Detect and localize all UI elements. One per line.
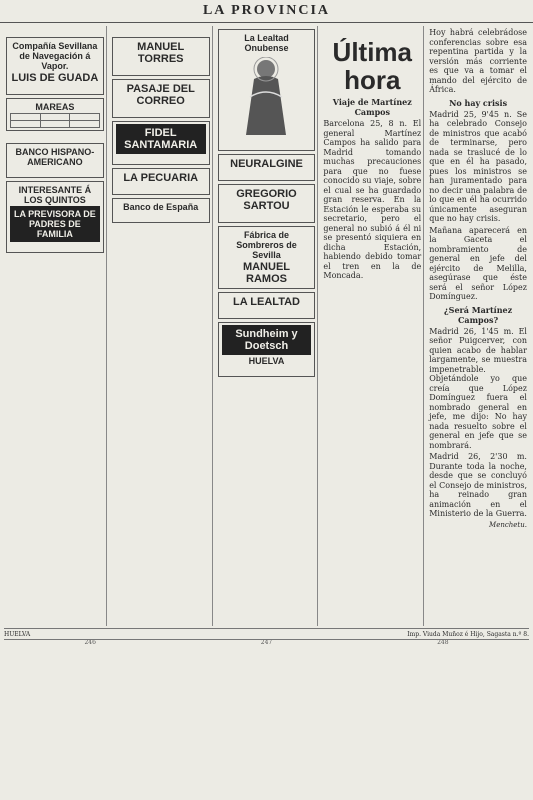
- barcelona-dispatch: Barcelona 25, 8 n. El general Martínez Campos ha salido para Madrid tomando muchas precauciones para que no fuese conocido su viaje, sobre el cual se ha guardado gran reserva. En la Estación le esperaba su secretario, pero el general no subió á él ni se presentó siquiera en dicha Estación, habiendo debido tomar el tren en la de Moncada.: [323, 119, 422, 280]
- insurance-text: [10, 243, 100, 249]
- ramos-title: MANUEL RAMOS: [242, 261, 291, 285]
- sundheim-ad: [218, 322, 316, 377]
- feuilleton-column-3: [357, 640, 529, 796]
- footer-city: HUELVA: [4, 630, 31, 638]
- pecuaria-ad: [112, 168, 210, 195]
- sombreros-ad: [218, 226, 316, 289]
- torres-ad: [112, 37, 210, 76]
- insurance-ad: [6, 181, 104, 253]
- lealtad-ad: [218, 292, 316, 319]
- madrid-dispatch-2: Mañana aparecerá en la Gaceta el nombramiento de general en jefe del ejército de Melilla, asegúrase que éste será el señor López Domínguez.: [429, 225, 527, 301]
- bank-ad: [6, 143, 104, 178]
- correo-title: PASAJE DEL CORREO: [126, 83, 195, 107]
- banco-espana-title: Banco de España: [123, 202, 199, 212]
- masthead: [0, 0, 533, 23]
- pecuaria-title: LA PECUARIA: [123, 172, 199, 184]
- printer-line: Imp. Viuda Muñoz é Hijo, Sagasta n.º 8.: [407, 630, 529, 638]
- tides-box: [6, 98, 104, 131]
- banco-espana-ad: [112, 198, 210, 223]
- footer-bar: [4, 628, 529, 640]
- banco-espana-text: [116, 213, 206, 219]
- neuralgine-title: NEURALGINE: [230, 158, 303, 170]
- sundheim-text: [222, 367, 312, 373]
- page-number-2: 247: [260, 640, 273, 646]
- neuralgine-text: [222, 171, 312, 177]
- sundheim-city: HUELVA: [248, 356, 285, 366]
- column-5-intro: Hoy habrá celebrádose conferencias sobre esa repentina partida y la versión más corriente es que va a tomar el mando del ejército de África.: [429, 28, 527, 94]
- virgin-illustration: [222, 55, 312, 139]
- feuilleton-column-1: [4, 640, 176, 796]
- insurance-name-banner: [10, 206, 100, 242]
- tides-heading: MAREAS: [35, 102, 75, 112]
- santamaria-banner: [116, 124, 206, 154]
- madrid-dispatch-3: Madrid 26, 1'45 m. El señor Puigcerver, con quien acabo de hablar largamente, se muestra impenetrable. Objetándole yo que creía que López Domínguez fuera el nombrado general en jefe, me dijo: No hay nada resuelto sobre el general en jefe que se nombrará.: [429, 326, 527, 450]
- lealtad-onubense-text: [222, 141, 312, 147]
- santamaria-ad: [112, 121, 210, 165]
- feuilleton-text-3: [357, 647, 529, 653]
- shipping-ad: [6, 37, 104, 95]
- madrid-dispatch-4: Madrid 26, 2'30 m. Durante toda la noche, desde que se concluyó el Consejo de ministros, ha reinado gran animación en el Ministerio de la Guerra.: [429, 452, 527, 518]
- ultima-hora-heading: Última hora: [332, 37, 413, 95]
- virgin-figure-icon: [236, 57, 296, 137]
- insurance-heading: INTERESANTE Á LOS QUINTOS: [18, 185, 92, 205]
- column-1-intro-text: [6, 28, 104, 34]
- neuralgine-ad: [218, 154, 316, 181]
- sartou-title: GREGORIO SARTOU: [236, 188, 297, 212]
- torres-text: [116, 66, 206, 72]
- madrid-dispatch-1: Madrid 25, 9'45 n. Se ha celebrado Consejo de ministros que acabó de terminarse, pero nada se traslucé de lo que en él ha pasado, pues los ministros se han juramentado para no decir una palabra de lo que en él ha ocurrido únicamente aseguran que no hay crisis.: [429, 109, 527, 223]
- column-2: [110, 26, 213, 626]
- lealtad-onubense-ad: [218, 29, 316, 151]
- column-4-top-text: [323, 28, 421, 34]
- sartou-text: [222, 213, 312, 219]
- sombreros-title: Fábrica de Sombreros de Sevilla: [236, 230, 297, 260]
- santamaria-text: [116, 155, 206, 161]
- column-3: [216, 26, 319, 626]
- shipping-ad-text: [10, 85, 100, 91]
- viaje-subheading: Viaje de Martínez Campos: [332, 97, 412, 117]
- lealtad-onubense-title: La Lealtad Onubense: [244, 33, 289, 53]
- bank-text: [10, 168, 100, 174]
- ship-name: LUIS DE GUADA: [11, 72, 99, 84]
- column-1-body-text: [6, 134, 104, 140]
- column-5: [427, 26, 529, 626]
- martinez-campos-heading: ¿Será Martínez Campos?: [443, 304, 513, 325]
- no-hay-crisis-heading: No hay crisis: [449, 97, 508, 108]
- feuilleton-section: [4, 640, 529, 796]
- pecuaria-text: [116, 185, 206, 191]
- signature: Menchetu.: [489, 520, 527, 529]
- correo-ad: [112, 79, 210, 118]
- page-number-3: 248: [437, 640, 449, 646]
- feuilleton-text-1: [4, 647, 176, 653]
- lealtad-text: [222, 309, 312, 315]
- torres-title: MANUEL TORRES: [137, 41, 185, 65]
- feuilleton-text-2: [180, 647, 352, 653]
- sartou-ad: [218, 184, 316, 223]
- feuilleton-column-2: [180, 640, 352, 796]
- column-2-intro-text: [112, 28, 210, 34]
- santamaria-title: FIDEL SANTAMARIA: [124, 127, 198, 151]
- column-1: [4, 26, 107, 626]
- columns: [4, 26, 529, 626]
- column-4: [321, 26, 424, 626]
- bank-heading: BANCO HISPANO-AMERICANO: [15, 147, 95, 167]
- page-number-1: 246: [84, 640, 96, 646]
- insurance-name: LA PREVISORA DE PADRES DE FAMILIA: [13, 209, 96, 239]
- correo-text: [116, 108, 206, 114]
- shipping-ad-heading: Compañía Sevillana de Navegación á Vapor.: [12, 41, 98, 71]
- tides-table: [10, 113, 100, 128]
- lealtad-title: LA LEALTAD: [232, 296, 300, 308]
- newspaper-title: LA PROVINCIA: [202, 3, 331, 18]
- sundheim-banner: [222, 325, 312, 355]
- sundheim-title: Sundheim y Doetsch: [235, 328, 298, 352]
